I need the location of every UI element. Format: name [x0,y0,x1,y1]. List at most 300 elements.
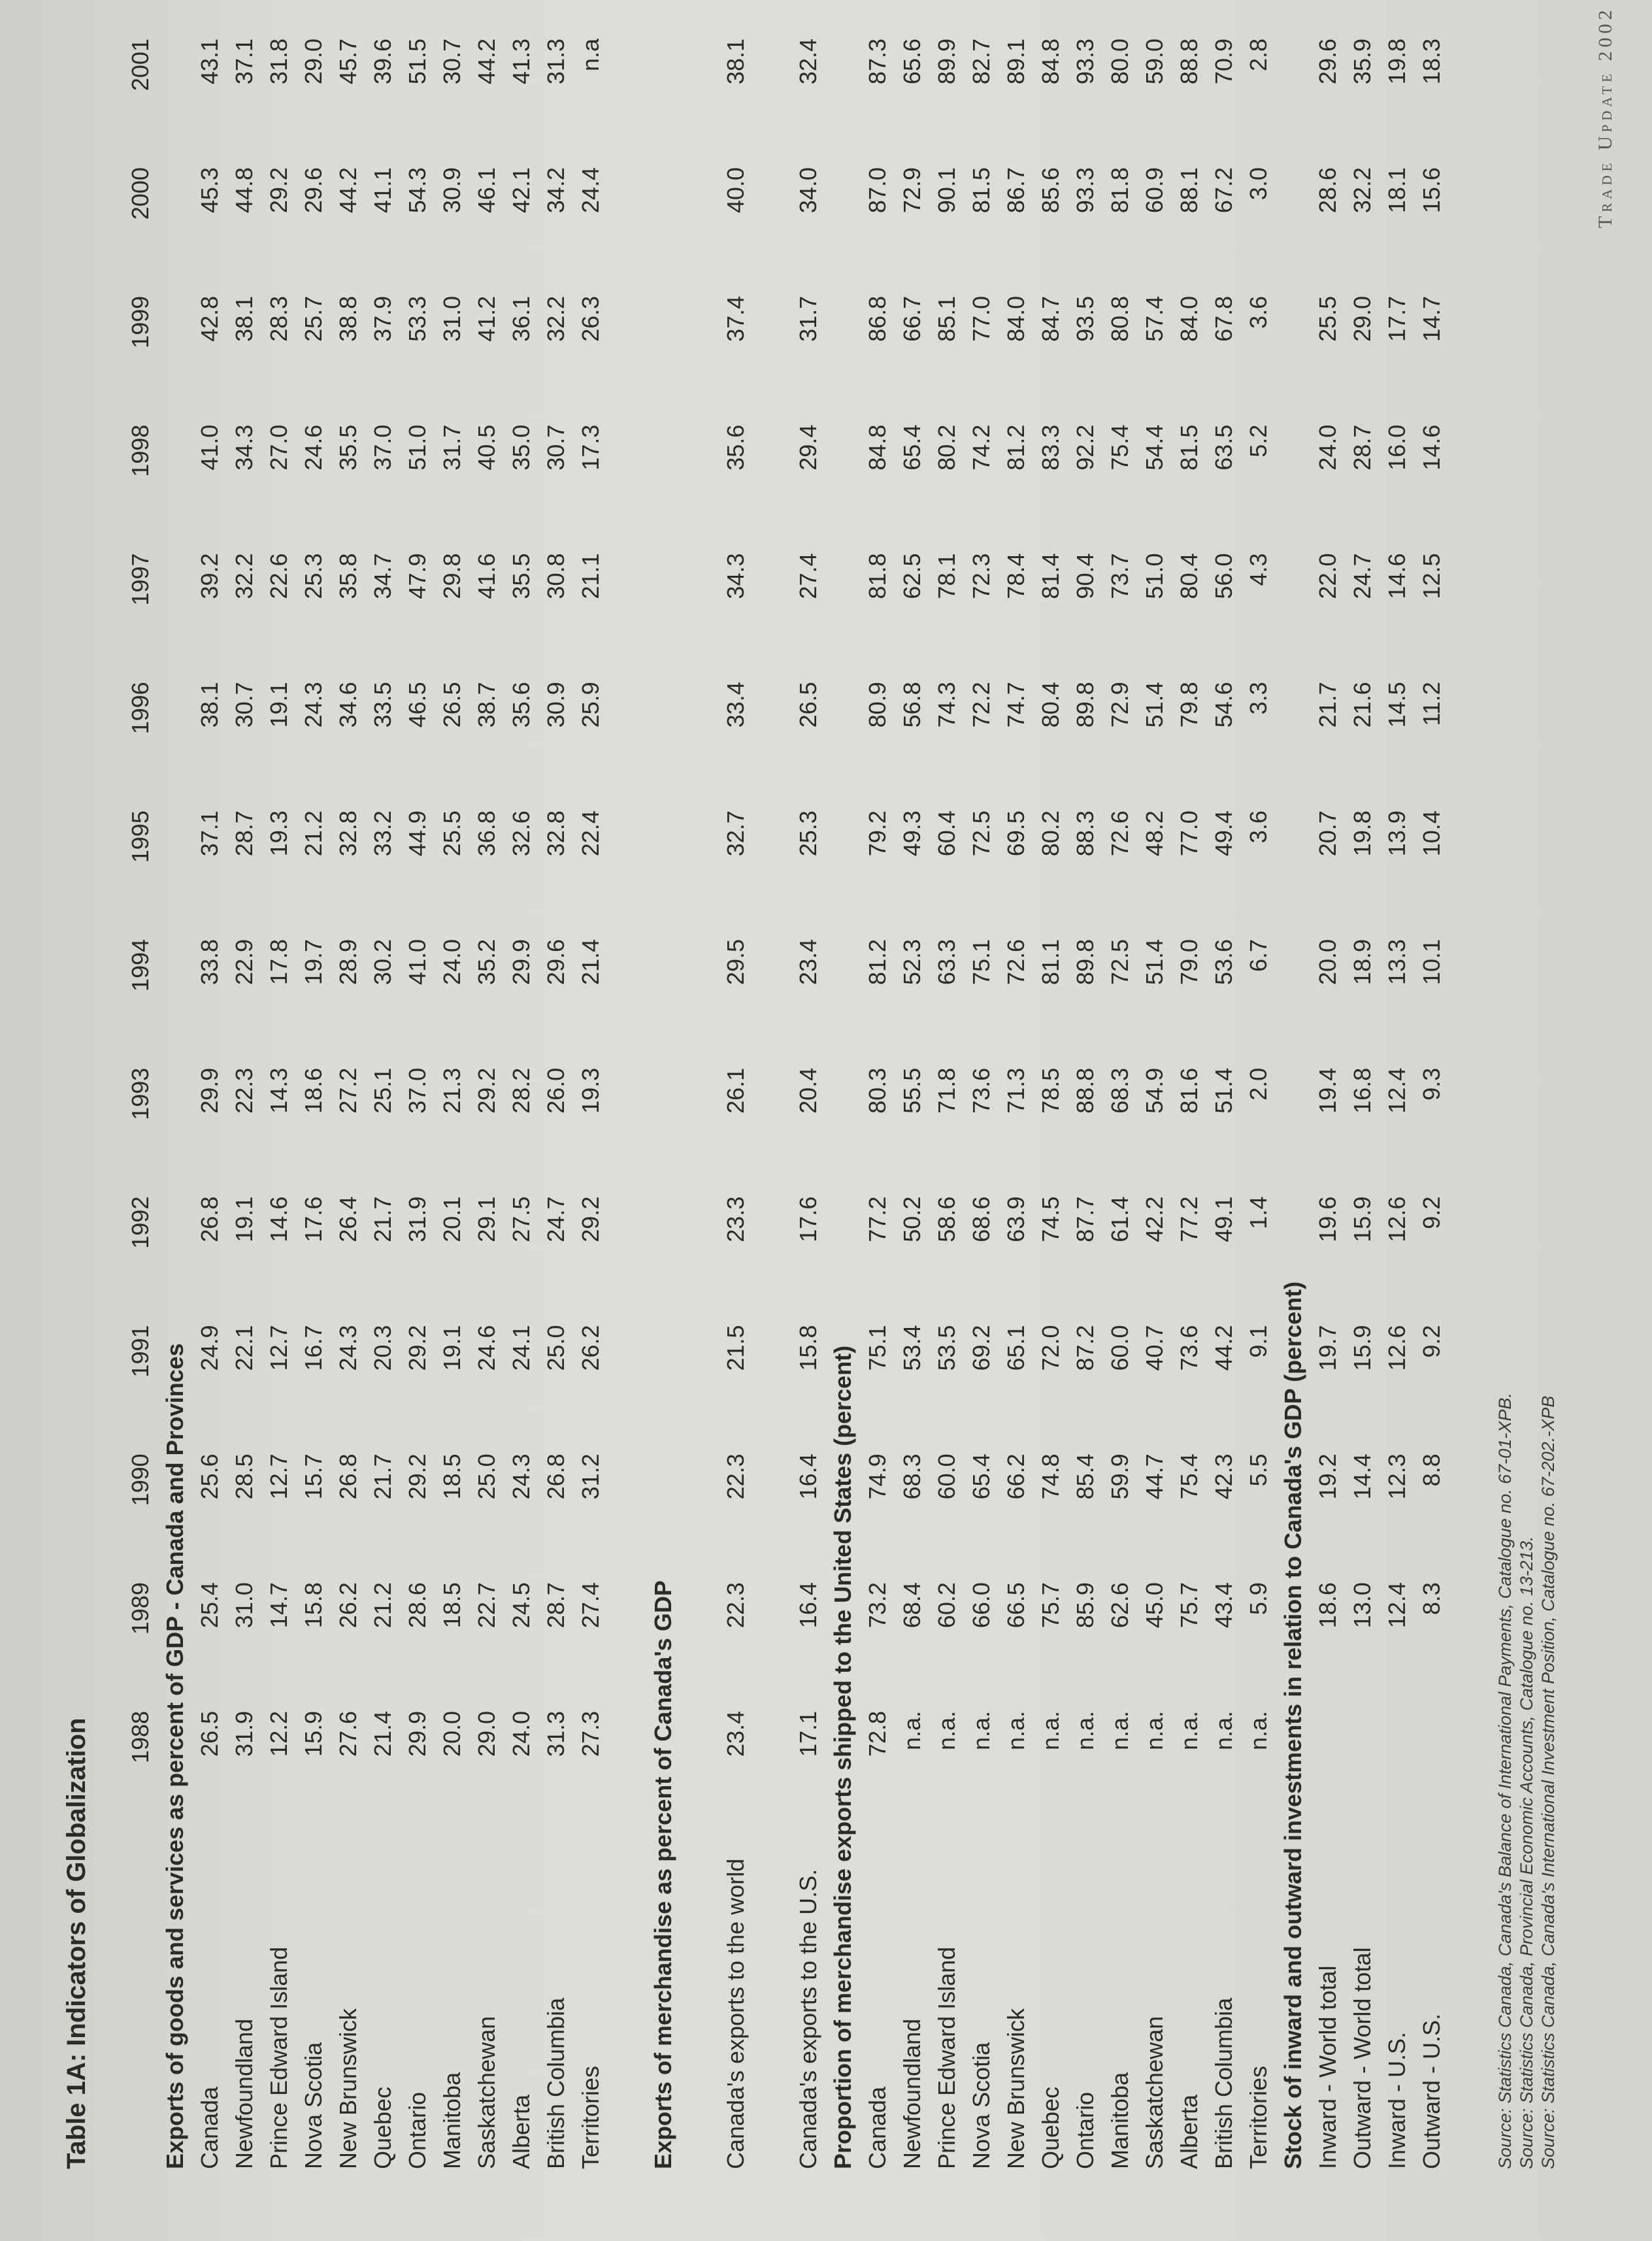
table-cell: 29.0 [300,39,327,85]
row-label: British Columbia [1210,1997,1237,2169]
table-cell: 15.9 [1349,1196,1376,1242]
table-cell: 74.9 [864,1453,891,1500]
table-cell: 72.6 [1002,938,1029,986]
table-cell: 14.5 [1383,682,1410,728]
table-cell: 32.2 [1349,167,1376,214]
year-header: 1998 [127,424,154,477]
table-cell: 28.7 [542,1582,569,1629]
table-cell: 89.9 [933,39,960,85]
table-cell: 31.3 [542,39,569,85]
table-row [964,39,999,2169]
table-cell: 33.8 [196,938,223,986]
table-cell: 19.1 [265,682,292,728]
table-cell: 16.4 [795,1582,821,1629]
table-cell: 51.0 [404,424,431,471]
table-cell: 41.3 [508,39,535,85]
table-cell: 24.6 [300,424,327,471]
table-cell: 27.0 [265,424,292,471]
table-cell: 32.2 [231,553,257,599]
table-cell: 75.4 [1106,424,1133,471]
table-cell: 31.0 [231,1582,257,1629]
table-cell: 44.2 [473,39,500,85]
table-cell: 43.1 [196,39,223,85]
table-cell: 30.9 [542,682,569,728]
table-cell: 34.3 [722,553,749,599]
section-heading: Exports of goods and services as percent of GDP - Canada and Provinces [161,1343,188,2169]
table-cell: 42.3 [1210,1453,1237,1500]
table-cell: 41.0 [404,938,431,986]
table-cell: 43.4 [1210,1582,1237,1629]
table-cell: 20.0 [438,1710,465,1757]
table-cell: 14.4 [1349,1453,1376,1500]
table-cell: 27.6 [335,1710,361,1757]
table-cell: 55.5 [899,1067,925,1114]
table-cell: 84.8 [1037,39,1064,85]
table-cell: 80.0 [1106,39,1133,85]
table-cell: 73.6 [968,1067,995,1114]
table-cell: 20.3 [369,1325,396,1371]
table-cell: 14.6 [1383,553,1410,599]
table-row [999,39,1033,2169]
source-line: Source: Statistics Canada, Canada's International Investment Position, Catalogue no. 67-202.-XPB [1538,1395,1558,2169]
table-cell: 29.2 [404,1453,431,1500]
table-cell: 39.2 [196,553,223,599]
table-cell: 19.7 [300,938,327,986]
table-cell: 84.0 [1176,295,1202,342]
table-cell: 12.7 [265,1325,292,1371]
row-label: Saskatchewan [1141,2016,1168,2169]
table-cell: 34.7 [369,553,396,599]
table-cell: 39.6 [369,39,396,85]
table-cell: 21.5 [722,1325,749,1371]
table-cell: 22.0 [1314,553,1341,599]
row-label: Inward - World total [1314,1965,1341,2169]
table-cell: 16.4 [795,1453,821,1500]
table-cell: 19.3 [265,810,292,857]
table-cell: 17.6 [300,1196,327,1242]
table-cell: 26.8 [335,1453,361,1500]
table-cell: 24.0 [438,938,465,986]
table-cell: 49.3 [899,810,925,857]
table-cell: 29.2 [265,167,292,214]
row-label: Saskatchewan [473,2016,500,2169]
table-cell: 30.7 [231,682,257,728]
table-cell: 57.4 [1141,295,1168,342]
table-cell: 53.4 [899,1325,925,1371]
table-cell: 73.2 [864,1582,891,1629]
table-cell: 14.6 [265,1196,292,1242]
table-cell: 79.2 [864,810,891,857]
table-cell: 18.5 [438,1582,465,1629]
table-cell: 29.2 [404,1325,431,1371]
table-cell: 9.1 [1245,1325,1272,1358]
row-label: New Brunswick [335,2008,361,2169]
year-header: 1997 [127,553,154,606]
row-label: Canada [864,2086,891,2169]
table-row [1241,39,1276,2169]
table-cell: 26.5 [196,1710,223,1757]
table-cell: 74.5 [1037,1196,1064,1242]
table-cell: 12.3 [1383,1453,1410,1500]
table-cell: 25.0 [542,1325,569,1371]
table-cell: 93.3 [1072,39,1099,85]
table-cell: 34.3 [231,424,257,471]
table-cell: 79.8 [1176,682,1202,728]
table-cell [1310,1711,1345,1840]
table-title: Table 1A: Indicators of Globalization [62,1718,91,2169]
table-cell: 68.6 [968,1196,995,1242]
table-cell: 85.4 [1072,1453,1099,1500]
table-cell: n.a. [1245,1710,1272,1750]
table-cell: 37.1 [231,39,257,85]
table-cell: 19.3 [577,1067,604,1114]
table-cell: 72.9 [899,167,925,214]
table-cell: 59.9 [1106,1453,1133,1500]
table-cell: 88.8 [1072,1067,1099,1114]
table-cell: 9.3 [1418,1067,1445,1101]
table-cell: 67.8 [1210,295,1237,342]
table-cell: 85.1 [933,295,960,342]
table-cell: 30.7 [542,424,569,471]
table-cell: 81.8 [864,553,891,599]
row-label: Prince Edward Island [265,1946,292,2169]
table-row [1172,39,1206,2169]
table-cell: 32.2 [542,295,569,342]
table-cell: 40.5 [473,424,500,471]
table-cell: 17.1 [795,1710,821,1757]
year-header: 1995 [127,810,154,863]
table-cell: 29.1 [473,1196,500,1242]
table-cell: 14.3 [265,1067,292,1114]
table-cell: 81.2 [1002,424,1029,471]
table-cell: 30.2 [369,938,396,986]
table-row [1206,39,1241,2169]
section-spacer [680,39,718,2169]
table-cell: 87.0 [864,167,891,214]
table-cell: 25.5 [1314,295,1341,342]
table-cell [1379,1711,1414,1840]
table-cell: 29.6 [300,167,327,214]
table-cell: 68.3 [899,1453,925,1500]
section-spacer [608,39,646,2169]
table-cell: 29.9 [404,1710,431,1757]
table-cell: 48.2 [1141,810,1168,857]
table-cell: 20.7 [1314,810,1341,857]
year-header: 2000 [127,167,154,220]
table-cell: 26.5 [795,682,821,728]
table-cell: 74.3 [933,682,960,728]
table-cell: 3.3 [1245,682,1272,715]
table-cell: 52.3 [899,938,925,986]
table-cell: 85.9 [1072,1582,1099,1629]
table-cell: 87.3 [864,39,891,85]
table-cell: 36.1 [508,295,535,342]
row-label: Alberta [508,2094,535,2169]
year-header: 1990 [127,1453,154,1506]
table-cell: 87.7 [1072,1196,1099,1242]
table-cell: 29.6 [1314,39,1341,85]
table-cell: 3.0 [1245,167,1272,201]
table-cell: 20.0 [1314,938,1341,986]
table-cell: 28.6 [1314,167,1341,214]
table-cell: 27.4 [577,1582,604,1629]
table-cell: n.a. [899,1710,925,1750]
table-cell: 27.4 [795,553,821,599]
table-row [1345,39,1379,2169]
table-cell: 26.0 [542,1067,569,1114]
table-cell: 92.2 [1072,424,1099,471]
table-cell: 75.1 [864,1325,891,1371]
row-label: Alberta [1176,2094,1202,2169]
table-cell: 89.8 [1072,938,1099,986]
table-cell: 16.8 [1349,1067,1376,1114]
table-cell: 88.3 [1072,810,1099,857]
table-cell: 60.0 [1106,1325,1133,1371]
table-cell: 26.8 [542,1453,569,1500]
table-cell: 29.0 [473,1710,500,1757]
table-cell: 51.4 [1141,682,1168,728]
table-cell: 83.3 [1037,424,1064,471]
row-label: Nova Scotia [968,2042,995,2169]
table-cell: 16.0 [1383,424,1410,471]
table-cell: n.a. [1002,1710,1029,1750]
table-cell: 18.6 [1314,1582,1341,1629]
table-cell: 61.4 [1106,1196,1133,1242]
table-cell: 24.5 [508,1582,535,1629]
year-header: 1994 [127,938,154,992]
table-cell: 53.6 [1210,938,1237,986]
table-cell: 65.4 [968,1453,995,1500]
table-cell: 37.0 [369,424,396,471]
table-cell: 21.1 [577,553,604,599]
table-cell: 25.6 [196,1453,223,1500]
table-cell: 75.1 [968,938,995,986]
table-cell: 44.2 [335,167,361,214]
table-cell: 18.1 [1383,167,1410,214]
table-cell: 21.7 [1314,682,1341,728]
table-row [791,39,825,2169]
year-header: 1996 [127,682,154,735]
table-cell: 31.8 [265,39,292,85]
table-cell: 24.3 [300,682,327,728]
row-label: Canada's exports to the world [722,1858,749,2169]
table-cell: 40.0 [722,167,749,214]
table-cell: 27.2 [335,1067,361,1114]
table-cell: 66.0 [968,1582,995,1629]
table-cell: 17.7 [1383,295,1410,342]
table-cell: 24.9 [196,1325,223,1371]
table-cell: 41.2 [473,295,500,342]
table-cell: 13.3 [1383,938,1410,986]
table-cell: 22.3 [722,1582,749,1629]
table-cell: 22.7 [473,1582,500,1629]
table-cell: 26.3 [577,295,604,342]
table-cell: 35.2 [473,938,500,986]
table-cell: 2.8 [1245,39,1272,72]
table-cell: 84.7 [1037,295,1064,342]
header-blank [123,1840,157,2169]
table-cell: 15.9 [1349,1325,1376,1371]
table-cell: 24.6 [473,1325,500,1371]
table-cell: 77.0 [968,295,995,342]
table-cell: 46.5 [404,682,431,728]
table-cell: 66.2 [1002,1453,1029,1500]
table-cell: 93.5 [1072,295,1099,342]
row-label: Quebec [1037,2086,1064,2169]
table-cell: 21.4 [577,938,604,986]
table-cell: 58.6 [933,1196,960,1242]
table-cell: 19.4 [1314,1067,1341,1114]
table-cell: 81.5 [1176,424,1202,471]
table-cell: 73.7 [1106,553,1133,599]
table-row [192,39,227,2169]
table-cell: 45.0 [1141,1582,1168,1629]
table-cell: 14.7 [1418,295,1445,342]
table-cell: 81.2 [864,938,891,986]
table-cell: 89.1 [1002,39,1029,85]
table-row [400,39,435,2169]
table-cell: 46.1 [473,167,500,214]
table-cell: 51.4 [1210,1067,1237,1114]
table-cell: 29.4 [795,424,821,471]
table-cell: 44.7 [1141,1453,1168,1500]
table-cell: 21.3 [438,1067,465,1114]
table-cell: 45.3 [196,167,223,214]
table-cell: 18.9 [1349,938,1376,986]
table-cell: 12.7 [265,1453,292,1500]
table-cell: 3.6 [1245,295,1272,329]
table-cell: 80.4 [1037,682,1064,728]
table-cell: 69.5 [1002,810,1029,857]
table-cell: 25.3 [300,553,327,599]
table-cell: n.a. [1176,1710,1202,1750]
table-cell: 35.8 [335,553,361,599]
table-row [538,39,573,2169]
table-cell: 44.8 [231,167,257,214]
table-cell: 21.7 [369,1196,396,1242]
table-cell: 60.4 [933,810,960,857]
table-cell: 29.9 [196,1067,223,1114]
table-cell: 38.1 [231,295,257,342]
row-spacer [753,39,791,2169]
table-cell: 14.7 [265,1582,292,1629]
table-cell: 19.8 [1349,810,1376,857]
table-cell: 10.1 [1418,938,1445,986]
row-label: British Columbia [542,1997,569,2169]
table-cell: 89.8 [1072,682,1099,728]
table-cell: 40.7 [1141,1325,1168,1371]
row-label: Outward - World total [1349,1947,1376,2169]
table-cell: 22.6 [265,553,292,599]
table-row [895,39,929,2169]
table-cell: 19.1 [438,1325,465,1371]
table-row [469,39,504,2169]
table-cell: 81.5 [968,167,995,214]
table-cell: 59.0 [1141,39,1168,85]
table-cell: 75.7 [1037,1582,1064,1629]
table-cell: 28.5 [231,1453,257,1500]
table-cell: 26.5 [438,682,465,728]
table-cell: 31.0 [438,295,465,342]
table-row [1068,39,1102,2169]
table-cell: 31.9 [231,1710,257,1757]
table-cell: 72.5 [968,810,995,857]
table-cell: 78.5 [1037,1067,1064,1114]
table-cell: 29.9 [508,938,535,986]
section-heading-row [1276,39,1310,2169]
table-cell: 27.5 [508,1196,535,1242]
table-cell: 42.8 [196,295,223,342]
table-cell: 17.6 [795,1196,821,1242]
table-cell: 77.2 [864,1196,891,1242]
table-cell: 25.5 [438,810,465,857]
table-cell: 71.8 [933,1067,960,1114]
table-cell: 68.3 [1106,1067,1133,1114]
table-cell: 5.9 [1245,1582,1272,1616]
table-cell: 23.4 [795,938,821,986]
table-row [365,39,400,2169]
table-cell: 13.9 [1383,810,1410,857]
table-cell: 80.9 [864,682,891,728]
table-cell: 44.9 [404,810,431,857]
table-cell: 4.3 [1245,553,1272,586]
table-row [504,39,538,2169]
table-cell: 15.9 [300,1710,327,1757]
table-cell: n.a. [933,1710,960,1750]
table-cell: 79.0 [1176,938,1202,986]
table-cell: 2.0 [1245,1067,1272,1101]
table-cell: 62.6 [1106,1582,1133,1629]
table-cell: 25.3 [795,810,821,857]
year-header: 1992 [127,1196,154,1249]
table-cell: 50.2 [899,1196,925,1242]
table-cell: 8.8 [1418,1453,1445,1487]
table-cell: 86.8 [864,295,891,342]
table-cell: 66.5 [1002,1582,1029,1629]
row-label: Nova Scotia [300,2042,327,2169]
table-cell: 19.2 [1314,1453,1341,1500]
table-row [929,39,964,2169]
table-cell: 28.7 [231,810,257,857]
table-cell: 38.8 [335,295,361,342]
table-cell: 22.3 [722,1453,749,1500]
table-cell: 81.1 [1037,938,1064,986]
table-cell: 33.5 [369,682,396,728]
table-cell: 53.3 [404,295,431,342]
table-cell: 20.4 [795,1067,821,1114]
table-cell: 73.6 [1176,1325,1202,1371]
table-row [331,39,365,2169]
table-cell: n.a. [1106,1710,1133,1750]
table-cell: 19.7 [1314,1325,1341,1371]
table-cell: 26.1 [722,1067,749,1114]
table-cell: n.a [577,39,604,72]
row-label: New Brunswick [1002,2008,1029,2169]
table-cell: 20.1 [438,1196,465,1242]
table-cell: 88.1 [1176,167,1202,214]
table-cell: 3.6 [1245,810,1272,844]
table-cell: 9.2 [1418,1196,1445,1229]
table-cell: 12.5 [1418,553,1445,599]
table-cell: 41.1 [369,167,396,214]
table-cell: 54.6 [1210,682,1237,728]
table-cell: 37.1 [196,810,223,857]
source-line: Source: Statistics Canada, Provincial Economic Accounts, Catalogue no. 13-213. [1517,1536,1536,2169]
year-header: 1993 [127,1067,154,1120]
table-cell: 42.2 [1141,1196,1168,1242]
table-cell: 69.2 [968,1325,995,1371]
table-cell: 25.1 [369,1067,396,1114]
